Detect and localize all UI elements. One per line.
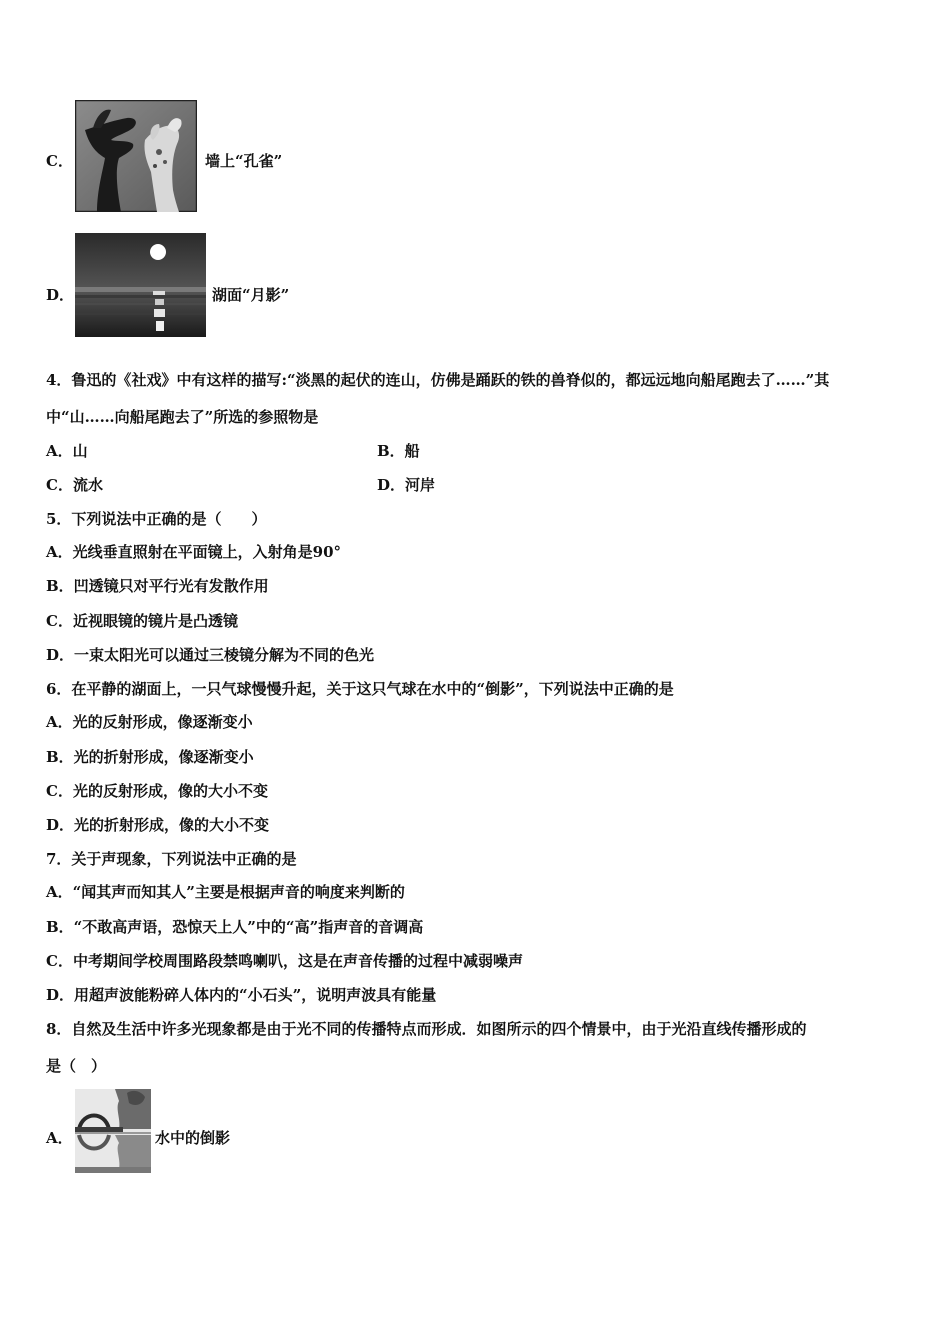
q8-stem-line2: 是（ ） [46, 1057, 107, 1075]
q3-option-c-caption: 墙上“孔雀” [205, 152, 283, 170]
lake-moon-reflection-photo-icon [75, 233, 206, 337]
q3-option-d-caption: 湖面“月影” [212, 286, 290, 304]
q5-option-d: D．一束太阳光可以通过三棱镜分解为不同的色光 [46, 646, 375, 664]
q8-option-a-label: A． [46, 1129, 73, 1147]
q4-option-b: B．船 [377, 442, 420, 460]
q8-option-a-caption: 水中的倒影 [155, 1129, 231, 1147]
hand-shadow-peacock-photo-icon [75, 100, 197, 212]
q5-option-c: C．近视眼镜的镜片是凸透镜 [46, 612, 238, 630]
q4-option-a: A．山 [46, 442, 88, 460]
q4-option-d: D．河岸 [377, 476, 436, 494]
q3-option-d-label: D． [46, 286, 75, 304]
q4-stem-line2: 中“山……向船尾跑去了”所选的参照物是 [46, 408, 319, 426]
q5-option-b: B．凹透镜只对平行光有发散作用 [46, 577, 269, 595]
q5-option-a: A．光线垂直照射在平面镜上，入射角是90° [46, 543, 342, 561]
q5-stem: 5．下列说法中正确的是（ ） [46, 510, 267, 528]
q6-stem: 6．在平静的湖面上，一只气球慢慢升起，关于这只气球在水中的“倒影”，下列说法中正确的是 [46, 680, 674, 698]
q7-option-c: C．中考期间学校周围路段禁鸣喇叭，这是在声音传播的过程中减弱噪声 [46, 952, 523, 970]
q7-option-d: D．用超声波能粉碎人体内的“小石头”，说明声波具有能量 [46, 986, 437, 1004]
q4-stem-line1: 4．鲁迅的《社戏》中有这样的描写:“淡黑的起伏的连山，仿佛是踊跃的铁的兽脊似的，都远远地向船尾跑去了……”其 [46, 371, 830, 389]
q6-option-a: A．光的反射形成，像逐渐变小 [46, 713, 253, 731]
q7-option-b: B．“不敢高声语，恐惊天上人”中的“高”指声音的音调高 [46, 918, 424, 936]
q6-option-b: B．光的折射形成，像逐渐变小 [46, 748, 254, 766]
bridge-water-reflection-photo-icon [75, 1089, 151, 1173]
q3-option-c-label: C． [46, 152, 73, 170]
q4-option-c: C．流水 [46, 476, 103, 494]
q8-stem-line1: 8．自然及生活中许多光现象都是由于光不同的传播特点而形成．如图所示的四个情景中，由于光沿直线传播形成的 [46, 1020, 807, 1038]
q7-stem: 7．关于声现象，下列说法中正确的是 [46, 850, 297, 868]
q6-option-c: C．光的反射形成，像的大小不变 [46, 782, 268, 800]
q7-option-a: A．“闻其声而知其人”主要是根据声音的响度来判断的 [46, 883, 405, 901]
q6-option-d: D．光的折射形成，像的大小不变 [46, 816, 270, 834]
